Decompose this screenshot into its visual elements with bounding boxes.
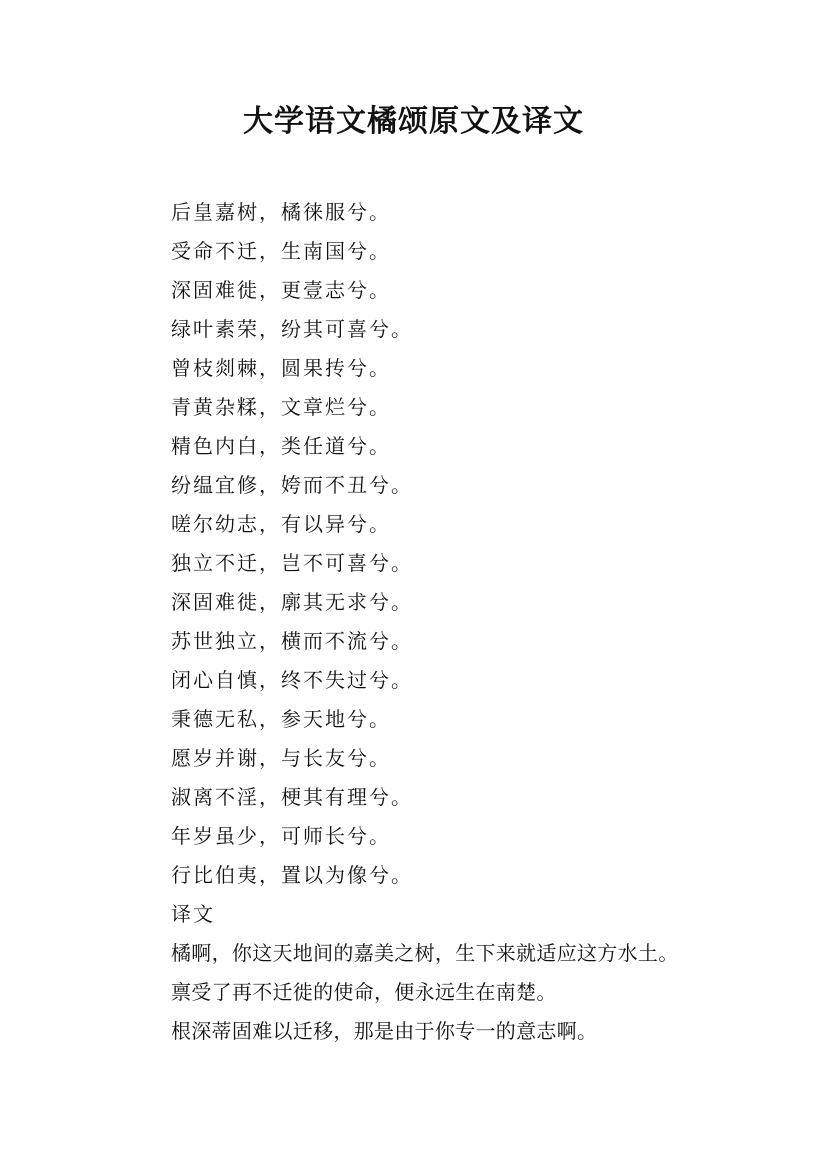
poem-line: 深固难徙，廓其无求兮。 bbox=[171, 590, 413, 614]
poem-line: 闭心自慎，终不失过兮。 bbox=[171, 668, 413, 692]
poem-line: 后皇嘉树，橘徕服兮。 bbox=[171, 200, 391, 224]
poem-line: 青黄杂糅，文章烂兮。 bbox=[171, 395, 391, 419]
poem-line: 独立不迁，岂不可喜兮。 bbox=[171, 551, 413, 575]
poem-line: 年岁虽少，可师长兮。 bbox=[171, 824, 391, 848]
poem-line: 愿岁并谢，与长友兮。 bbox=[171, 746, 391, 770]
poem-line: 淑离不淫，梗其有理兮。 bbox=[171, 785, 413, 809]
document-title: 大学语文橘颂原文及译文 bbox=[243, 104, 584, 139]
translation-heading: 译文 bbox=[171, 902, 215, 926]
translation-line: 根深蒂固难以迁移，那是由于你专一的意志啊。 bbox=[171, 1019, 598, 1043]
translation-text bbox=[171, 934, 791, 1051]
poem-line: 嗟尔幼志，有以异兮。 bbox=[171, 512, 391, 536]
poem-line: 绿叶素荣，纷其可喜兮。 bbox=[171, 317, 413, 341]
poem-original bbox=[171, 193, 791, 895]
poem-line: 秉德无私，参天地兮。 bbox=[171, 707, 391, 731]
poem-line: 纷缊宜修，姱而不丑兮。 bbox=[171, 473, 413, 497]
poem-line: 精色内白，类任道兮。 bbox=[171, 434, 391, 458]
poem-line: 行比伯夷，置以为像兮。 bbox=[171, 863, 413, 887]
poem-line: 深固难徙，更壹志兮。 bbox=[171, 278, 391, 302]
document-body bbox=[171, 193, 791, 1051]
translation-line: 橘啊，你这天地间的嘉美之树，生下来就适应这方水土。 bbox=[171, 941, 679, 965]
translation-line: 禀受了再不迁徙的使命，便永远生在南楚。 bbox=[171, 980, 557, 1004]
poem-line: 曾枝剡棘，圆果抟兮。 bbox=[171, 356, 391, 380]
poem-line: 苏世独立，横而不流兮。 bbox=[171, 629, 413, 653]
poem-line: 受命不迁，生南国兮。 bbox=[171, 239, 391, 263]
